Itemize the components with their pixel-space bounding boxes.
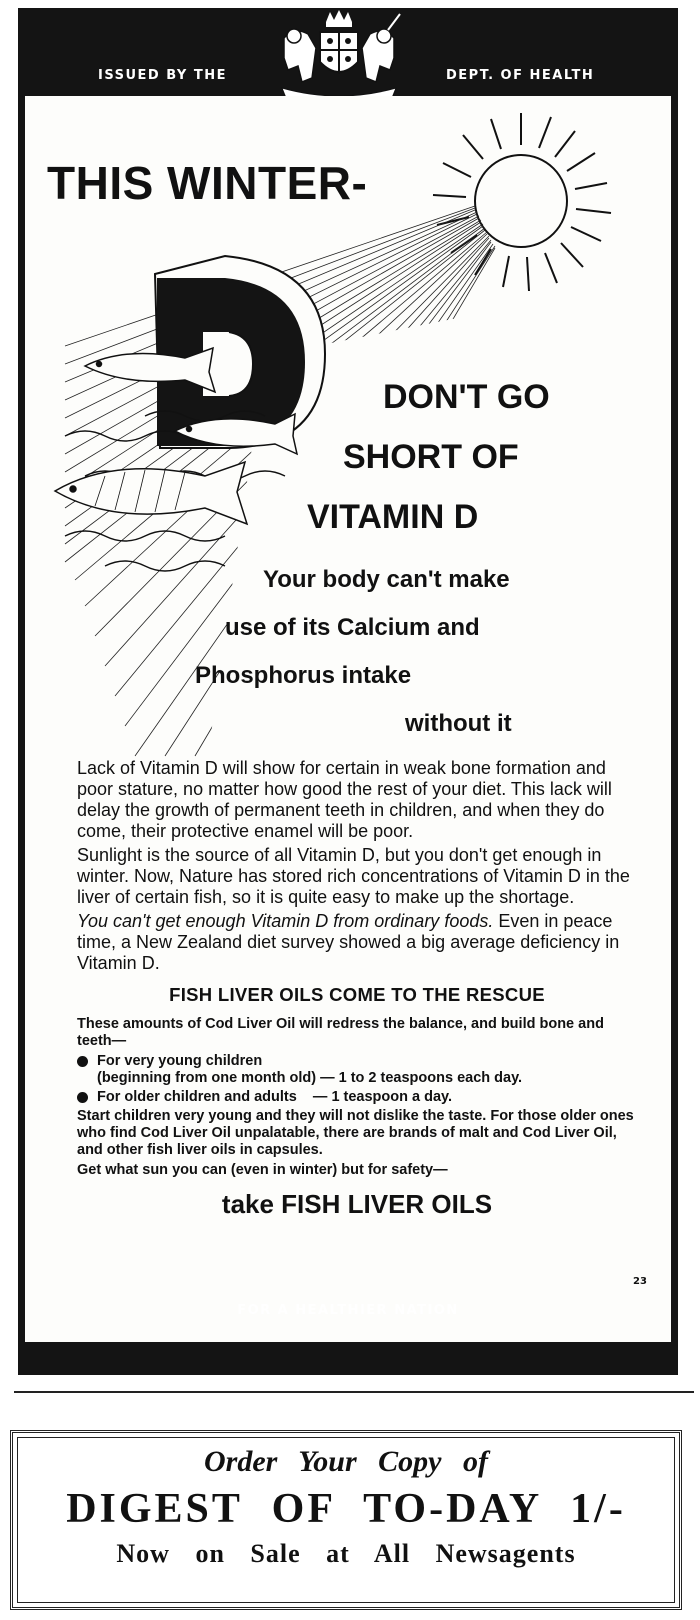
subhead-line-1: Your body can't make: [263, 566, 510, 593]
subhead-line-2: use of its Calcium and: [225, 614, 480, 641]
bullet-icon: [77, 1092, 88, 1103]
issued-by-label: ISSUED BY THE: [98, 68, 227, 83]
headline-vitamin-d: VITAMIN D: [307, 498, 479, 536]
dosage-young-detail: (beginning from one month old) — 1 to 2 teaspoons each day.: [97, 1070, 523, 1086]
department-label: DEPT. OF HEALTH: [446, 68, 595, 83]
body-copy: [77, 758, 637, 1220]
amounts-intro: These amounts of Cod Liver Oil will redress the balance, and build bone and teeth—: [77, 1016, 604, 1049]
royal-crest-icon: [254, 8, 424, 104]
subhead-line-3: Phosphorus intake: [195, 662, 412, 689]
paragraph-ordinary-foods: [77, 911, 637, 974]
banner-order-line: Order Your Copy of: [204, 1445, 488, 1478]
call-to-action: take FISH LIVER OILS: [221, 1189, 493, 1219]
digest-banner: [10, 1430, 682, 1610]
advertisement-frame: [18, 8, 678, 1375]
paragraph-sun-safety: Get what sun you can (even in winter) but for safety—: [77, 1162, 448, 1178]
page-number: 23: [633, 1276, 647, 1287]
banner-newsagents-line: Now on Sale at All Newsagents: [116, 1539, 576, 1568]
headline-short-of: SHORT OF: [343, 438, 519, 476]
paragraph-vitamin-d-lack: Lack of Vitamin D will show for certain in weak bone formation and poor stature, no matter how good the rest of your diet. This lack will delay the growth of permanent teeth in children, and when they do come, their protective enamel will be poor.: [77, 758, 612, 841]
bullet-icon: [77, 1056, 88, 1067]
banner-title: DIGEST OF TO-DAY 1/-: [66, 1486, 626, 1532]
diet-survey-text: Even in peace time, a New Zealand diet survey showed a big average deficiency in Vitamin D.: [77, 911, 620, 973]
paragraph-sunlight: Sunlight is the source of all Vitamin D, but you don't get enough in winter. Now, Nature has stored rich concentrations of Vitamin D in the liver of certain fish, so it is quite easy to make up the shortage.: [77, 845, 630, 907]
dosage-young-label: For very young children: [97, 1053, 263, 1069]
paragraph-taste: Start children very young and they will not dislike the taste. For those older ones who find Cod Liver Oil unpalatable, there are brands of malt and Cod Liver Oil, and other fish liver oils in capsules.: [77, 1108, 634, 1158]
dosage-adults-text: For older children and adults — 1 teaspoon a day.: [97, 1089, 453, 1105]
headline-dont-go: DON'T GO: [383, 378, 550, 416]
advertisement-panel: [25, 96, 671, 1342]
dosage-item-young-children: [77, 1053, 637, 1087]
sun-icon: [433, 113, 611, 291]
footer-slogan: FOR A HEALTHIER NATION: [237, 1303, 459, 1318]
rescue-heading: FISH LIVER OILS COME TO THE RESCUE: [169, 984, 545, 1005]
italic-statement: You can't get enough Vitamin D from ordinary foods.: [77, 911, 494, 931]
divider-rule: [14, 1391, 694, 1393]
headline-this-winter: THIS WINTER-: [47, 157, 368, 209]
subhead-line-4: without it: [405, 710, 512, 737]
dosage-item-adults: [77, 1089, 637, 1106]
